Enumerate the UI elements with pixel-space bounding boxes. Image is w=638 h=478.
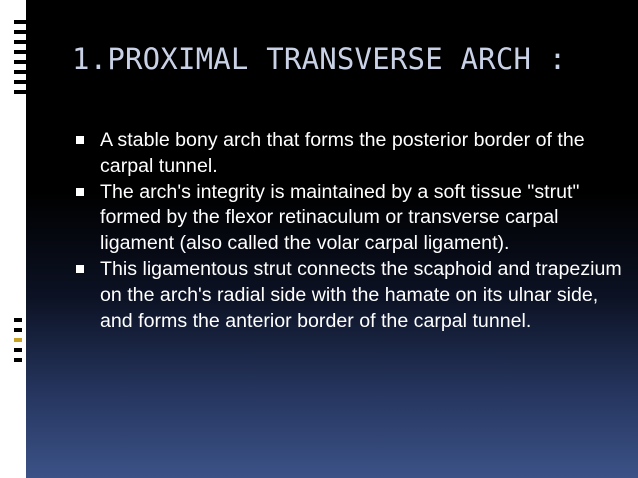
bullet-item xyxy=(74,257,622,334)
bullet-list xyxy=(74,128,622,334)
bullet-text: The arch's integrity is maintained by a soft tissue "strut" formed by the flexor retinaculum or transverse carpal ligament (also called the volar carpal ligament). xyxy=(100,180,580,255)
decorative-stripes-bottom xyxy=(14,318,22,370)
square-bullet-icon xyxy=(76,188,84,196)
bullet-item xyxy=(74,180,622,257)
square-bullet-icon xyxy=(76,265,84,273)
bullet-text: A stable bony arch that forms the posterior border of the carpal tunnel. xyxy=(100,129,585,177)
left-accent-bar xyxy=(0,0,26,478)
slide-title: 1.PROXIMAL TRANSVERSE ARCH : xyxy=(72,42,567,76)
bullet-item xyxy=(74,128,622,180)
square-bullet-icon xyxy=(76,136,84,144)
decorative-stripes-top xyxy=(14,20,28,100)
bullet-text: This ligamentous strut connects the scaphoid and trapezium on the arch's radial side with the hamate on its ulnar side, and forms the anterior border of the carpal tunnel. xyxy=(100,257,622,332)
